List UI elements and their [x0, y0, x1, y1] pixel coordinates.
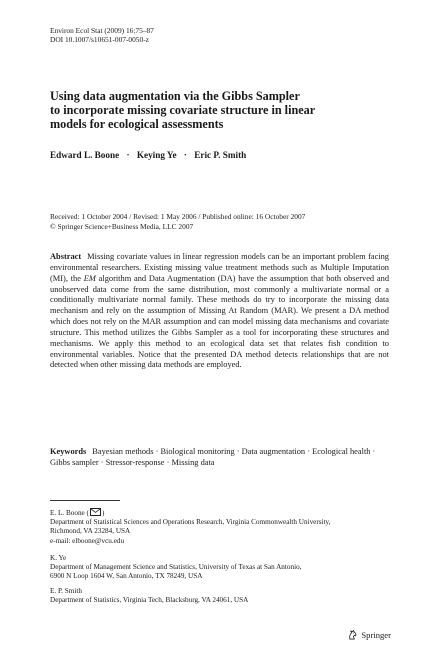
affiliation-ye: [50, 554, 395, 582]
author-list: [50, 150, 246, 160]
affiliation-line: Department of Statistical Sciences and Operations Research, Virginia Commonwealth University,: [50, 518, 331, 527]
author-name: Eric P. Smith: [194, 150, 247, 160]
author-separator: ·: [183, 150, 187, 160]
journal-doi: DOI 10.1007/s10651-007-0050-z: [50, 35, 149, 45]
publication-history: [50, 212, 305, 231]
affiliation-boone: E. L. Boone ( ) Department of Statistical Sciences and Operations Research, Virginia Commonwealth University, Richmond, VA 23284, USA e-mail: elboone@vcu.edu: [50, 508, 395, 546]
author-separator: ·: [126, 150, 130, 160]
envelope-icon: [90, 508, 101, 516]
title-line-2: to incorporate missing covariate structure in linear: [50, 103, 316, 118]
affiliation-name: E. L. Boone: [50, 509, 85, 517]
abstract-em-term: EM: [83, 273, 96, 283]
affiliation-email[interactable]: e-mail: elboone@vcu.edu: [50, 536, 125, 545]
affiliation-line: Department of Statistics, Virginia Tech, Blacksburg, VA 24061, USA: [50, 596, 249, 605]
title-line-3: models for ecological assessments: [50, 117, 224, 132]
journal-citation: Environ Ecol Stat (2009) 16:75–87: [50, 26, 154, 35]
springer-knight-icon: [347, 629, 358, 640]
affiliation-name: K. Ye: [50, 554, 67, 562]
abstract: [50, 252, 389, 371]
abstract-text-part-2: algorithm and Data Augmentation (DA) have the assumption that both observed and unobserved data come from the same distribution, most commonly a multivariate normal or a conditionally multivariate normal family. These methods do try to incorporate the missing data mechanism and rely on the assumption of Missing At Random (MAR). We present a DA method which does not rely on the MAR assumption and can model missing data mechanisms and covariate structure. This method utilizes the Gibbs Sampler as a tool for incorporating these structures and mechanisms. We apply this method to an ecological data set that relates fish condition to environmental variables. Notice that the presented DA method detects relationships that are not detected when other missing data methods are employed.: [50, 273, 390, 370]
title-line-1: Using data augmentation via the Gibbs Sampler: [50, 89, 300, 103]
history-dates: Received: 1 October 2004 / Revised: 1 May 2006 / Published online: 16 October 2007: [50, 212, 306, 221]
keywords-text: Bayesian methods · Biological monitoring · Data augmentation · Ecological health · Gibbs sampler · Stressor-response · Missing data: [50, 447, 376, 467]
keywords: [50, 447, 389, 469]
author-name: Keying Ye: [136, 150, 177, 160]
footnote-divider: [50, 500, 120, 501]
affiliation-smith: [50, 587, 395, 605]
affiliation-name: E. P. Smith: [50, 587, 82, 595]
abstract-text-part-1: Missing covariate values in linear regression models can be an important problem facing environmental researchers. Existing missing value treatment methods such as Multiple Imputation (MI), the: [50, 252, 389, 283]
author-name: Edward L. Boone: [50, 150, 120, 160]
copyright-line: © Springer Science+Business Media, LLC 2007: [50, 221, 194, 231]
affiliation-line: Richmond, VA 23284, USA: [50, 527, 131, 536]
affiliation-line: Department of Management Science and Statistics, University of Texas at San Antonio,: [50, 563, 302, 572]
abstract-label: Abstract: [50, 252, 82, 261]
affiliation-line: 6900 N Loop 1604 W, San Antonio, TX 78249, USA: [50, 572, 203, 581]
paper-title: [50, 89, 380, 132]
publisher-logo: [347, 629, 391, 640]
keywords-label: Keywords: [50, 447, 87, 456]
publisher-name: Springer: [361, 629, 391, 640]
journal-header: [50, 26, 154, 45]
